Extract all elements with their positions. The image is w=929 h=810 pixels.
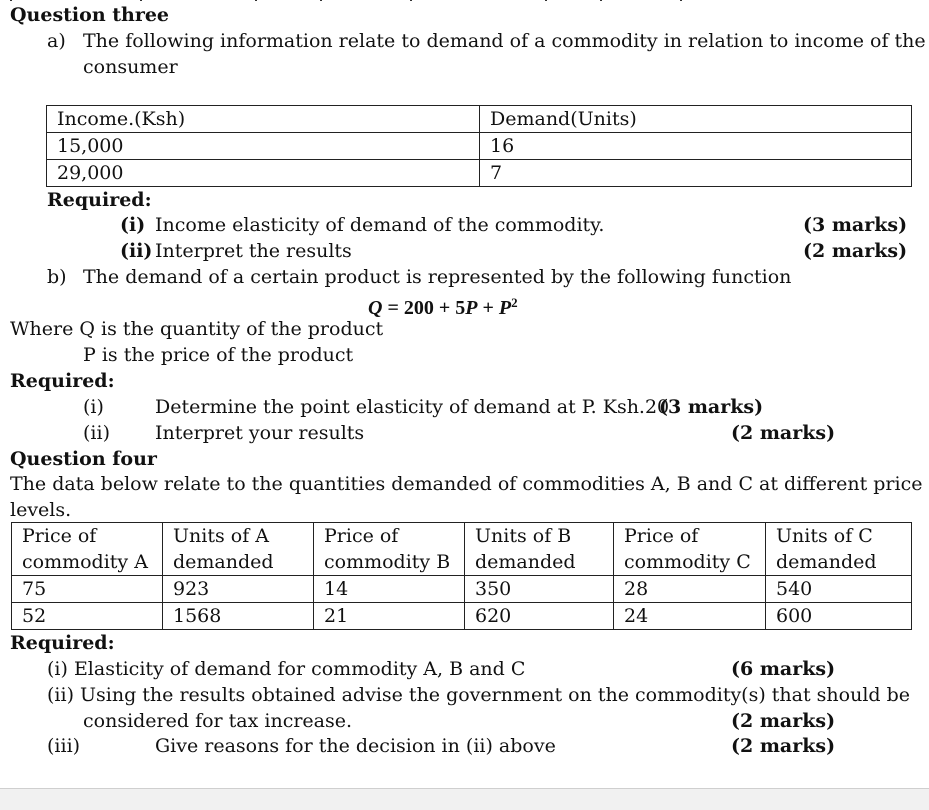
table-cell: 24 [614,603,766,630]
table-cell: 620 [465,603,614,630]
equation-constant: = 200 + 5 [382,297,466,319]
table-cell: 29,000 [47,160,480,187]
table-row [12,603,912,630]
table-cell: 15,000 [47,133,480,160]
q3b-req-ii-text: Interpret your results [155,422,365,444]
table-row [47,160,912,187]
demand-function-equation [368,290,518,321]
table-header-cell: Price of commodity A [12,523,163,576]
table-cell: 923 [163,576,314,603]
table-cell: 600 [766,603,912,630]
where-line2: P is the price of the product [83,344,354,366]
q3b-required-label: Required: [10,370,115,392]
equation-p: P [465,297,478,319]
q3a-text-line2: consumer [83,56,178,78]
q4-req-iii-marks: (2 marks) [731,735,836,757]
q4-req-ii-text2: considered for tax increase. [83,710,353,732]
table-cell: 540 [766,576,912,603]
q3-req-ii-marks: (2 marks) [803,240,908,262]
table-header-row [47,106,912,133]
table-header-cell: Units of B demanded [465,523,614,576]
q3b-req-i-marks: (3 marks) [659,396,764,418]
table-header-cell: Demand(Units) [480,106,912,133]
q3-req-i-label: (i) [120,214,146,236]
q3-req-i-marks: (3 marks) [803,214,908,236]
table-cell: 52 [12,603,163,630]
table-cell: 1568 [163,603,314,630]
equation-p-squared: P [498,297,512,319]
q4-req-iii-text: Give reasons for the decision in (ii) above [155,735,556,757]
q3-req-ii-text: Interpret the results [155,240,352,262]
price-quantity-table [11,522,912,630]
q3b-req-ii-marks: (2 marks) [731,422,836,444]
q4-req-i-marks: (6 marks) [731,658,836,680]
equation-plus: + [477,297,499,319]
equation-exponent: 2 [511,295,518,310]
equation-q: Q [368,297,383,319]
table-cell: 75 [12,576,163,603]
income-demand-table [46,105,912,187]
table-header-row [12,523,912,576]
table-cell: 7 [480,160,912,187]
table-cell: 14 [314,576,465,603]
table-header-cell: Price of commodity C [614,523,766,576]
q3-req-ii-label: (ii) [120,240,153,262]
q4-req-ii-text: (ii) Using the results obtained advise the government on the commodity(s) that should be [47,684,911,706]
table-header-cell: Units of C demanded [766,523,912,576]
q3b-req-ii-label: (ii) [83,422,110,444]
q3-required-label: Required: [47,189,152,211]
table-cell: 21 [314,603,465,630]
q3a-text-line1: The following information relate to demand of a commodity in relation to income of the [83,30,926,52]
table-cell: 16 [480,133,912,160]
q4-intro-line2: levels. [10,499,72,521]
q4-req-iii-label: (iii) [47,735,81,757]
q4-intro-line1: The data below relate to the quantities demanded of commodities A, B and C at different price [10,473,923,495]
table-cell: 28 [614,576,766,603]
where-line1: Where Q is the quantity of the product [10,318,384,340]
q4-req-i-text: (i) Elasticity of demand for commodity A, B and C [47,658,526,680]
table-row [12,576,912,603]
question-four-heading: Question four [10,448,157,470]
q3b-req-i-label: (i) [83,396,104,418]
table-header-cell: Units of A demanded [163,523,314,576]
page-bottom-strip [0,788,929,810]
table-row [47,133,912,160]
table-header-cell: Price of commodity B [314,523,465,576]
q3b-req-i-text: Determine the point elasticity of demand at P. Ksh.20 [155,396,670,418]
q3b-label: b) [47,266,67,288]
q4-req-ii-marks: (2 marks) [731,710,836,732]
q3-req-i-text: Income elasticity of demand of the commodity. [155,214,605,236]
question-three-heading: Question three [10,4,170,26]
table-cell: 350 [465,576,614,603]
q4-required-label: Required: [10,632,115,654]
table-header-cell: Income.(Ksh) [47,106,480,133]
q3a-label: a) [47,30,66,52]
q3b-text: The demand of a certain product is represented by the following function [83,266,792,288]
